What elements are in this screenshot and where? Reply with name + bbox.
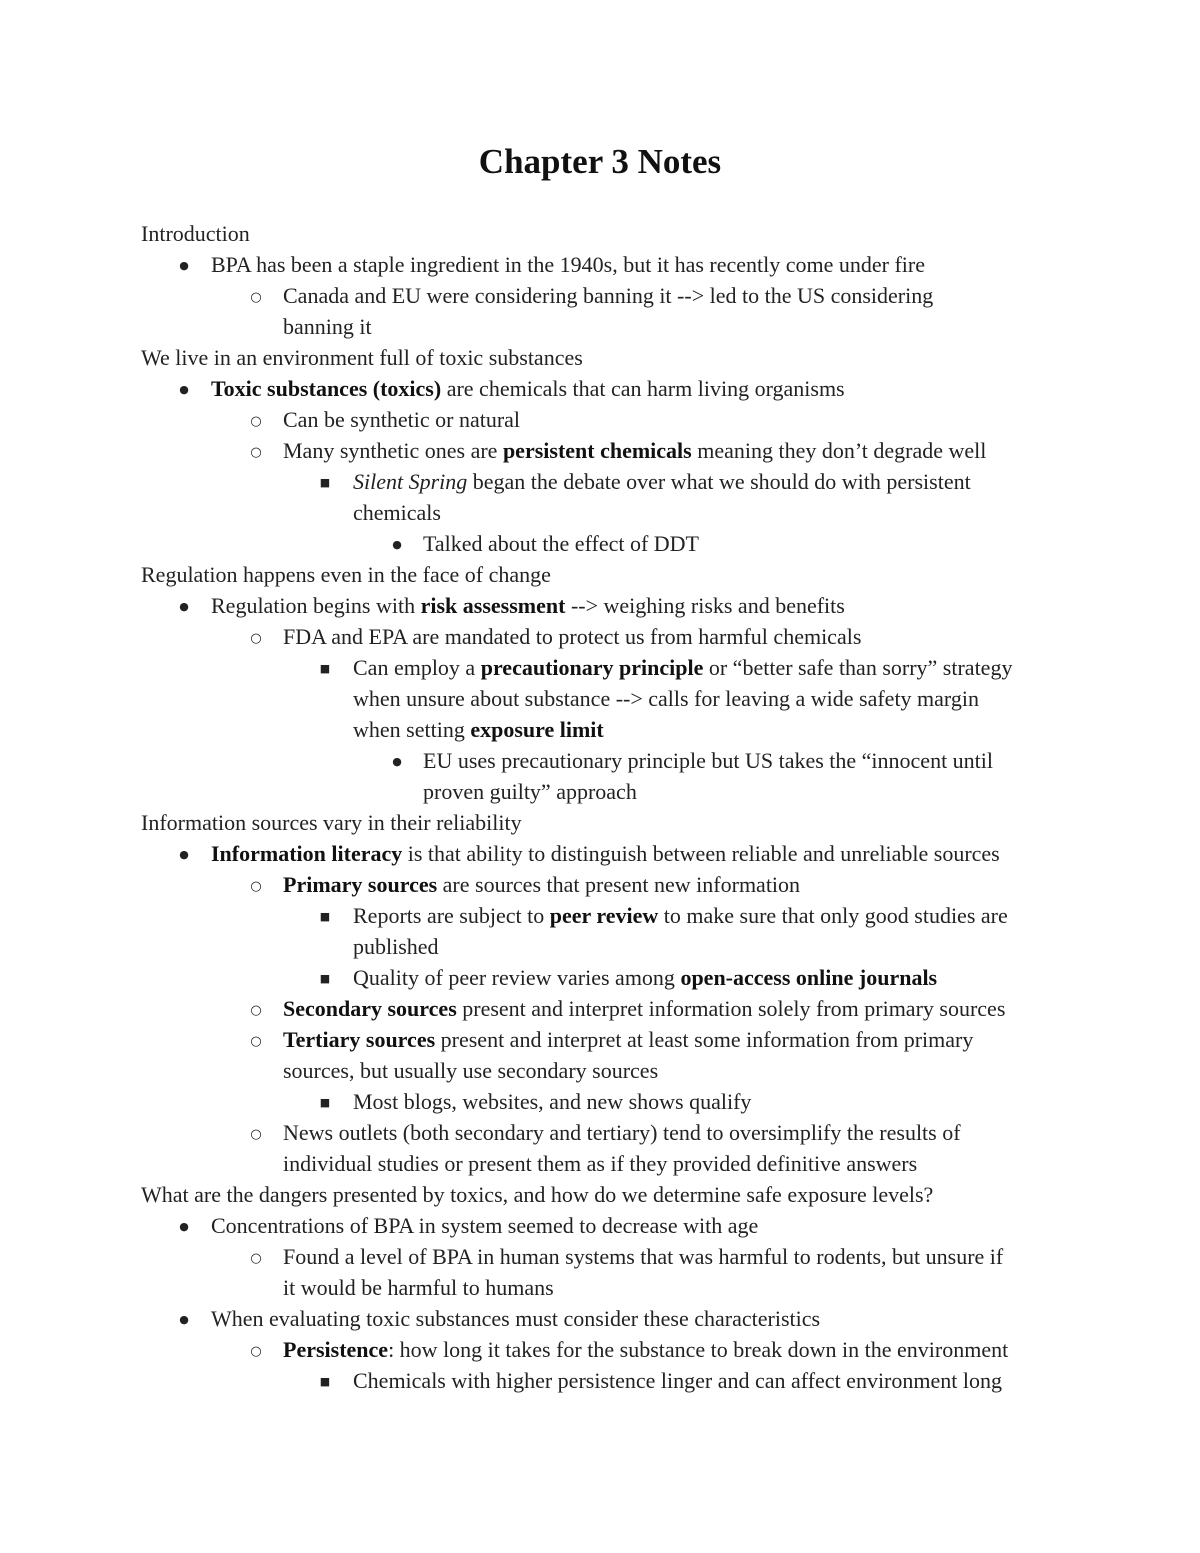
bold-term: Primary sources [283,872,438,897]
line-text [211,590,845,621]
text-run: proven guilty” approach [423,779,637,804]
text-run: News outlets (both secondary and tertiary) tend to oversimplify the results of [283,1120,961,1145]
circle-bullet-icon [244,404,268,439]
section-heading [0,342,1200,373]
bold-term: persistent chemicals [502,438,692,463]
text-run: When evaluating toxic substances must consider these characteristics [211,1306,821,1331]
line-text [353,1365,1002,1396]
text-run: --> weighing risks and benefits [565,593,845,618]
list-item [0,652,1200,683]
line-text [283,1241,1003,1272]
circle-bullet-icon [244,1117,268,1152]
notes-outline [0,218,1200,1396]
line-text [283,1055,658,1086]
disc-bullet-icon [172,373,196,408]
line-text [423,745,993,776]
disc-bullet-icon [172,1303,196,1338]
text-run: Talked about the effect of DDT [423,531,699,556]
text-run: Can employ a [353,655,481,680]
section-heading [0,559,1200,590]
bold-term: open-access online journals [680,965,938,990]
bold-term: peer review [549,903,659,928]
disc-bullet-icon [172,1210,196,1245]
circle-bullet-icon [244,280,268,315]
bold-term: Information literacy [211,841,403,866]
list-item [0,528,1200,559]
list-item [0,373,1200,404]
text-run: banning it [283,314,372,339]
text-run: to make sure that only good studies are [658,903,1008,928]
circle-bullet-icon [244,1241,268,1276]
circle-bullet-icon [244,435,268,470]
bold-term: Secondary sources [283,996,457,1021]
line-text [283,1148,917,1179]
list-item-continuation [0,1055,1200,1086]
disc-bullet-icon [385,745,409,780]
bold-term: Toxic substances (toxics) [211,376,442,401]
text-run: We live in an environment full of toxic substances [141,345,583,370]
line-text [353,962,937,993]
circle-bullet-icon [244,869,268,904]
list-item [0,590,1200,621]
line-text [211,1303,820,1334]
line-text [141,1179,933,1210]
text-run: it would be harmful to humans [283,1275,554,1300]
line-text [283,280,933,311]
list-item [0,869,1200,900]
line-text [353,683,979,714]
list-item [0,1303,1200,1334]
text-run: when setting [353,717,471,742]
line-text [141,807,522,838]
list-item [0,280,1200,311]
line-text [283,869,800,900]
bold-term: precautionary principle [480,655,704,680]
text-run: Reports are subject to [353,903,550,928]
text-run: present and interpret information solely from primary sources [456,996,1006,1021]
square-bullet-icon [313,900,337,935]
bold-term: Persistence [283,1337,389,1362]
line-text [353,900,1008,931]
list-item-continuation [0,931,1200,962]
text-run: : how long it takes for the substance to break down in the environment [388,1337,1009,1362]
square-bullet-icon [313,962,337,997]
bold-term: exposure limit [470,717,604,742]
line-text [211,1210,758,1241]
line-text [283,404,520,435]
line-text [283,1272,554,1303]
line-text [211,373,845,404]
line-text [211,838,1000,869]
list-item [0,1086,1200,1117]
text-run: What are the dangers presented by toxics, and how do we determine safe exposure levels? [141,1182,934,1207]
text-run: Can be synthetic or natural [283,407,521,432]
line-text [353,714,604,745]
text-run: Introduction [141,221,250,246]
line-text [283,1024,973,1055]
text-run: Most blogs, websites, and new shows qualify [353,1089,752,1114]
circle-bullet-icon [244,1334,268,1369]
list-item [0,1024,1200,1055]
list-item-continuation [0,683,1200,714]
disc-bullet-icon [172,249,196,284]
list-item [0,962,1200,993]
italic-title: Silent Spring [353,469,468,494]
line-text [283,1334,1008,1365]
text-run: individual studies or present them as if they provided definitive answers [283,1151,918,1176]
line-text [141,342,583,373]
line-text [353,1086,751,1117]
disc-bullet-icon [385,528,409,563]
line-text [283,621,861,652]
list-item [0,466,1200,497]
text-run: when unsure about substance --> calls for leaving a wide safety margin [353,686,979,711]
list-item-continuation [0,1272,1200,1303]
line-text [353,931,439,962]
line-text [211,249,925,280]
text-run: Found a level of BPA in human systems that was harmful to rodents, but unsure if [283,1244,1004,1269]
text-run: is that ability to distinguish between reliable and unreliable sources [402,841,1000,866]
list-item [0,993,1200,1024]
text-run: present and interpret at least some information from primary [435,1027,974,1052]
text-run: Concentrations of BPA in system seemed to decrease with age [211,1213,759,1238]
list-item [0,838,1200,869]
list-item [0,1365,1200,1396]
line-text [141,218,250,249]
text-run: chemicals [353,500,441,525]
list-item-continuation [0,1148,1200,1179]
list-item [0,249,1200,280]
list-item [0,1334,1200,1365]
circle-bullet-icon [244,1024,268,1059]
text-run: sources, but usually use secondary sources [283,1058,659,1083]
text-run: are sources that present new information [437,872,801,897]
disc-bullet-icon [172,590,196,625]
line-text [423,776,637,807]
section-heading [0,1179,1200,1210]
line-text [283,993,1005,1024]
list-item [0,745,1200,776]
line-text [141,559,551,590]
text-run: Information sources vary in their reliability [141,810,522,835]
list-item [0,1241,1200,1272]
text-run: began the debate over what we should do with persistent [467,469,971,494]
text-run: published [353,934,439,959]
circle-bullet-icon [244,993,268,1028]
line-text [353,466,971,497]
bold-term: Tertiary sources [283,1027,436,1052]
section-heading [0,218,1200,249]
list-item-continuation [0,776,1200,807]
text-run: Regulation happens even in the face of change [141,562,551,587]
text-run: or “better safe than sorry” strategy [703,655,1013,680]
circle-bullet-icon [244,621,268,656]
line-text [353,497,441,528]
line-text [283,435,986,466]
square-bullet-icon [313,1086,337,1121]
square-bullet-icon [313,466,337,501]
line-text [283,311,372,342]
text-run: Quality of peer review varies among [353,965,681,990]
text-run: Canada and EU were considering banning it --> led to the US considering [283,283,934,308]
line-text [283,1117,961,1148]
text-run: Many synthetic ones are [283,438,503,463]
list-item [0,621,1200,652]
line-text [423,528,699,559]
square-bullet-icon [313,652,337,687]
list-item-continuation [0,714,1200,745]
list-item [0,900,1200,931]
text-run: EU uses precautionary principle but US takes the “innocent until [423,748,994,773]
text-run: are chemicals that can harm living organisms [441,376,845,401]
list-item [0,404,1200,435]
text-run: meaning they don’t degrade well [691,438,987,463]
section-heading [0,807,1200,838]
line-text [353,652,1012,683]
list-item [0,1210,1200,1241]
list-item [0,1117,1200,1148]
disc-bullet-icon [172,838,196,873]
list-item-continuation [0,311,1200,342]
text-run: BPA has been a staple ingredient in the 1940s, but it has recently come under fire [211,252,926,277]
text-run: FDA and EPA are mandated to protect us from harmful chemicals [283,624,862,649]
square-bullet-icon [313,1365,337,1400]
list-item [0,435,1200,466]
list-item-continuation [0,497,1200,528]
page-title: Chapter 3 Notes [478,142,722,181]
text-run: Regulation begins with [211,593,421,618]
text-run: Chemicals with higher persistence linger and can affect environment long [353,1368,1002,1393]
bold-term: risk assessment [420,593,566,618]
